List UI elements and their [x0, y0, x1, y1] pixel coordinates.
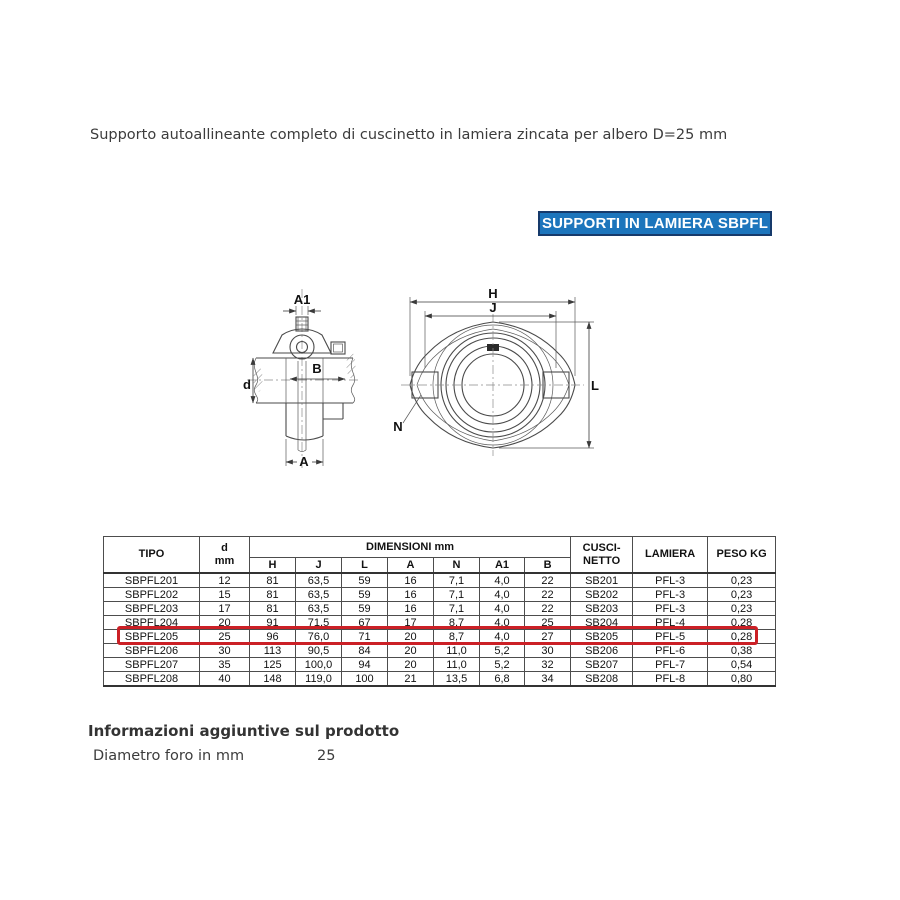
table-cell: 0,38	[708, 644, 776, 658]
table-header	[104, 537, 776, 574]
dim-label-b: B	[312, 361, 322, 376]
table-row	[104, 630, 776, 644]
table-cell: 0,23	[708, 573, 776, 588]
table-body	[104, 573, 776, 686]
table-cell: 40	[200, 672, 250, 687]
table-cell: SB204	[571, 616, 633, 630]
table-cell: 113	[250, 644, 296, 658]
table-cell: 22	[525, 588, 571, 602]
table-cell: SBPFL207	[104, 658, 200, 672]
table-cell: 71,5	[296, 616, 342, 630]
table-cell: 81	[250, 588, 296, 602]
table-cell: 35	[200, 658, 250, 672]
table-cell: 81	[250, 602, 296, 616]
table-cell: 12	[200, 573, 250, 588]
table-cell: PFL-6	[633, 644, 708, 658]
table-cell: SBPFL205	[104, 630, 200, 644]
table-cell: 0,23	[708, 602, 776, 616]
table-cell: SBPFL201	[104, 573, 200, 588]
additional-info-heading: Informazioni aggiuntive sul prodotto	[88, 722, 400, 740]
info-label: Diametro foro in mm	[93, 748, 245, 764]
table-row	[104, 588, 776, 602]
table-cell: 67	[342, 616, 388, 630]
table-row	[104, 616, 776, 630]
table-wrap	[103, 536, 775, 687]
table-cell: 32	[525, 658, 571, 672]
col-header-B: B	[525, 558, 571, 574]
dimensions-table	[103, 536, 776, 687]
table-cell: 22	[525, 602, 571, 616]
table-cell: 7,1	[434, 602, 480, 616]
table-cell: 20	[388, 644, 434, 658]
table-cell: 0,28	[708, 616, 776, 630]
page-title: Supporto autoallineante completo di cuscinetto in lamiera zincata per albero D=25 mm	[90, 127, 728, 143]
table-cell: 5,2	[480, 658, 525, 672]
table-cell: SB203	[571, 602, 633, 616]
table-cell: 59	[342, 602, 388, 616]
table-cell: 0,54	[708, 658, 776, 672]
table-cell: SBPFL204	[104, 616, 200, 630]
table-cell: 100	[342, 672, 388, 687]
table-cell: 20	[388, 658, 434, 672]
table-cell: 59	[342, 588, 388, 602]
technical-drawing	[243, 273, 601, 485]
table-cell: 27	[525, 630, 571, 644]
col-header-d-line1: d	[221, 541, 228, 554]
col-header-peso: PESO KG	[708, 537, 776, 574]
table-cell: 4,0	[480, 616, 525, 630]
col-header-d-line2: mm	[214, 554, 235, 567]
table-cell: 119,0	[296, 672, 342, 687]
table-cell: 90,5	[296, 644, 342, 658]
table-cell: 63,5	[296, 573, 342, 588]
table-cell: 25	[200, 630, 250, 644]
table-cell: 8,7	[434, 616, 480, 630]
table-cell: SBPFL203	[104, 602, 200, 616]
col-header-dimensioni: DIMENSIONI mm	[250, 537, 571, 558]
side-view	[243, 289, 359, 471]
table-cell: 4,0	[480, 602, 525, 616]
table-cell: 7,1	[434, 588, 480, 602]
table-cell: 100,0	[296, 658, 342, 672]
table-cell: SB201	[571, 573, 633, 588]
table-cell: PFL-3	[633, 602, 708, 616]
table-cell: 15	[200, 588, 250, 602]
table-cell: 8,7	[434, 630, 480, 644]
table-cell: PFL-8	[633, 672, 708, 687]
table-cell: 25	[525, 616, 571, 630]
table-cell: 96	[250, 630, 296, 644]
table-cell: 125	[250, 658, 296, 672]
table-cell: SB202	[571, 588, 633, 602]
dim-label-h: H	[488, 286, 498, 301]
table-cell: 6,8	[480, 672, 525, 687]
table-cell: PFL-7	[633, 658, 708, 672]
table-cell: 0,23	[708, 588, 776, 602]
col-header-lamiera: LAMIERA	[633, 537, 708, 574]
table-cell: PFL-4	[633, 616, 708, 630]
table-cell: 4,0	[480, 588, 525, 602]
col-header-d	[200, 537, 250, 574]
front-view	[393, 286, 599, 456]
table-cell: 30	[200, 644, 250, 658]
table-cell: 22	[525, 573, 571, 588]
table-cell: SB205	[571, 630, 633, 644]
table-cell: SBPFL208	[104, 672, 200, 687]
table-cell: PFL-3	[633, 588, 708, 602]
table-cell: 4,0	[480, 573, 525, 588]
table-cell: 63,5	[296, 588, 342, 602]
col-header-cuscinetto-line2: NETTO	[583, 554, 621, 567]
table-cell: 34	[525, 672, 571, 687]
dim-label-a1: A1	[293, 292, 311, 307]
table-cell: 0,80	[708, 672, 776, 687]
table-cell: 13,5	[434, 672, 480, 687]
table-cell: PFL-3	[633, 573, 708, 588]
table-cell: 7,1	[434, 573, 480, 588]
table-cell: 71	[342, 630, 388, 644]
table-cell: 17	[200, 602, 250, 616]
table-cell: 21	[388, 672, 434, 687]
table-cell: 11,0	[434, 644, 480, 658]
table-cell: 148	[250, 672, 296, 687]
col-header-cuscinetto	[571, 537, 633, 574]
col-header-L: L	[342, 558, 388, 574]
table-cell: SB208	[571, 672, 633, 687]
table-row	[104, 644, 776, 658]
dim-label-a: A	[299, 454, 309, 469]
table-cell: 20	[200, 616, 250, 630]
table-cell: 81	[250, 573, 296, 588]
col-header-cuscinetto-line1: CUSCI-	[582, 541, 621, 554]
col-header-tipo: TIPO	[104, 537, 200, 574]
table-row	[104, 573, 776, 588]
table-cell: SBPFL206	[104, 644, 200, 658]
table-cell: 94	[342, 658, 388, 672]
dim-label-n: N	[393, 419, 403, 434]
table-cell: 20	[388, 630, 434, 644]
dim-label-d: d	[243, 377, 251, 392]
table-cell: PFL-5	[633, 630, 708, 644]
table-cell: 63,5	[296, 602, 342, 616]
sbpfl-banner: SUPPORTI IN LAMIERA SBPFL	[538, 211, 772, 236]
table-row	[104, 658, 776, 672]
table-cell: 0,28	[708, 630, 776, 644]
info-row	[93, 748, 335, 764]
table-cell: 16	[388, 588, 434, 602]
table-cell: 16	[388, 573, 434, 588]
table-cell: 84	[342, 644, 388, 658]
table-cell: 5,2	[480, 644, 525, 658]
col-header-H: H	[250, 558, 296, 574]
table-cell: 17	[388, 616, 434, 630]
table-cell: SB206	[571, 644, 633, 658]
table-row	[104, 602, 776, 616]
table-row	[104, 672, 776, 687]
dim-label-j: J	[489, 300, 497, 315]
table-cell: 30	[525, 644, 571, 658]
table-cell: 91	[250, 616, 296, 630]
table-cell: 4,0	[480, 630, 525, 644]
col-header-A1: A1	[480, 558, 525, 574]
col-header-J: J	[296, 558, 342, 574]
col-header-A: A	[388, 558, 434, 574]
table-cell: 76,0	[296, 630, 342, 644]
table-cell: 11,0	[434, 658, 480, 672]
table-cell: 16	[388, 602, 434, 616]
info-value: 25	[317, 748, 336, 764]
table-cell: 59	[342, 573, 388, 588]
dim-label-l: L	[591, 378, 599, 393]
table-cell: SB207	[571, 658, 633, 672]
col-header-N: N	[434, 558, 480, 574]
table-cell: SBPFL202	[104, 588, 200, 602]
